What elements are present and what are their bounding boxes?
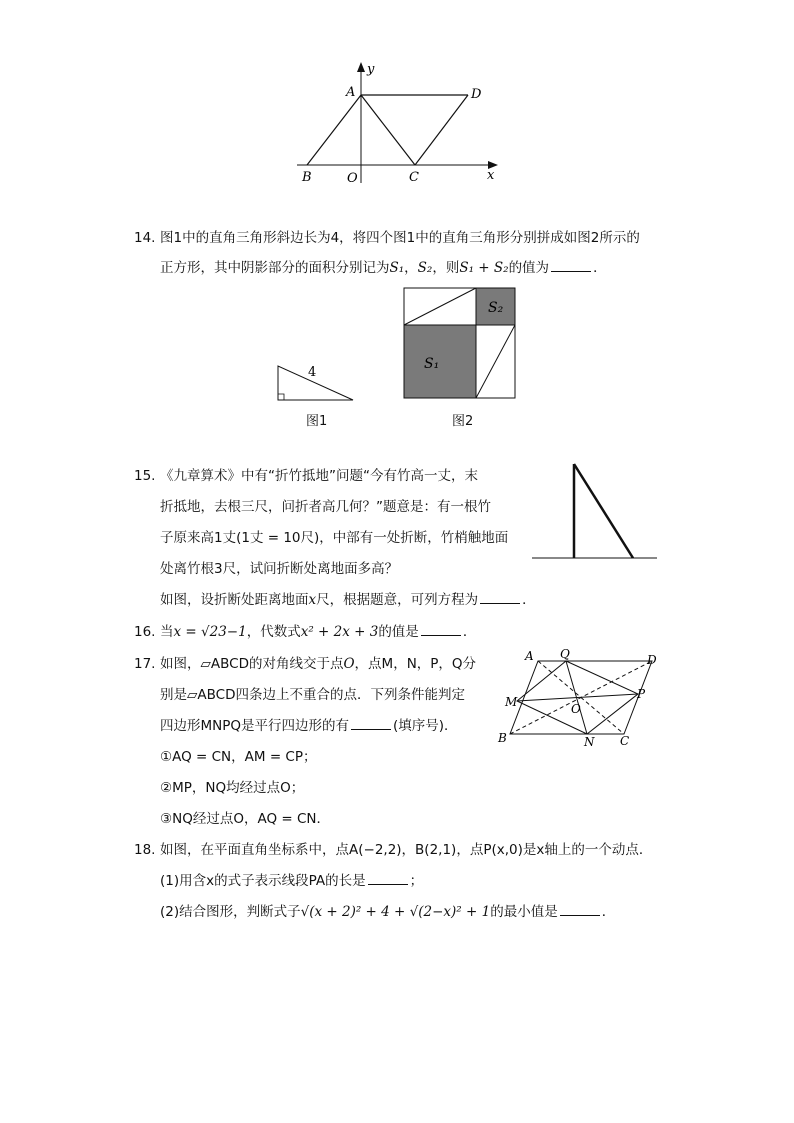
q14-fig1: [270, 358, 360, 408]
q14-s2: S₂: [417, 260, 433, 276]
q18-line2-a: (1)用含x的式子表示线段PA的长是: [160, 873, 366, 889]
label-C: C: [409, 170, 419, 185]
q16-text-b: ，代数式: [246, 624, 301, 640]
label-C: C: [620, 734, 630, 748]
label-x: x: [487, 168, 495, 183]
label-A: A: [346, 85, 356, 100]
q17-line1-a: 如图，▱ABCD的对角线交于点: [160, 656, 344, 672]
q16-text-c: 的值是: [378, 624, 419, 640]
q17-line3-a: 四边形MNPQ是平行四边形的有: [160, 718, 350, 734]
diagonal-right: [476, 325, 515, 398]
q14-line2-b: ，则: [432, 260, 460, 276]
label-B: B: [302, 170, 312, 185]
fig2-s2-label: S₂: [488, 300, 504, 316]
q17-number: 17.: [134, 656, 156, 672]
q17-answer-blank[interactable]: [351, 717, 391, 730]
q17-cond2: ②MP，NQ均经过点O；: [160, 780, 305, 796]
q15-var: x: [308, 592, 317, 608]
q14-answer-blank[interactable]: [551, 259, 591, 272]
q15-line5: 如图，设折断处距离地面x尺，根据题意，可列方程为 ．: [160, 592, 536, 608]
q16-line: 当x = √23−1，代数式x² + 2x + 3的值是 ．: [160, 624, 477, 640]
q16-number: 16.: [134, 624, 156, 640]
label-A: A: [525, 649, 534, 663]
q17-line2: 别是▱ABCD四条边上不重合的点．下列条件能判定: [160, 687, 465, 703]
q14-number: 14.: [134, 230, 156, 246]
label-B: B: [498, 731, 507, 745]
q18-line3: (2)结合图形，判断式子√(x + 2)² + 4 + √(2−x)² + 1的最小值是 ．: [160, 904, 616, 920]
right-angle-mark: [278, 394, 284, 400]
q18-answer-blank-1[interactable]: [368, 872, 408, 885]
y-axis-arrow: [357, 62, 365, 72]
q18-line3-b: 的最小值是: [490, 904, 558, 920]
label-O: O: [347, 171, 358, 186]
q14-fig2: [400, 286, 520, 402]
q14-line2-c: 的值为: [508, 260, 550, 276]
q16-answer-blank[interactable]: [421, 623, 461, 636]
label-y: y: [367, 62, 375, 77]
q16-expr1: x = √23−1: [173, 624, 247, 640]
q17-line3: [160, 716, 458, 736]
broken-top: [574, 464, 633, 558]
q18-answer-blank-2[interactable]: [560, 903, 600, 916]
q15-line1: 《九章算术》中有“折竹抵地”问题“今有竹高一丈，末: [160, 468, 478, 484]
segment-CD: [415, 95, 468, 165]
q15-bamboo-figure: [530, 458, 660, 562]
q16-expr2: x² + 2x + 3: [300, 624, 379, 640]
q14-line2-a: 正方形，其中阴影部分的面积分别记为: [160, 260, 390, 276]
q18-expression: √(x + 2)² + 4 + √(2−x)² + 1: [300, 904, 491, 920]
q14-s1: S₁: [389, 260, 405, 276]
q18-line2: [160, 871, 423, 891]
q17-parallelogram-figure: [492, 646, 664, 750]
q14-line1: 图1中的直角三角形斜边长为4，将四个图1中的直角三角形分别拼成如图2所示的: [160, 230, 640, 246]
label-P: P: [637, 687, 646, 701]
segment-AC: [361, 95, 415, 165]
q17-line1-b: ，点M，N，P，Q分: [354, 656, 477, 672]
fig1-side-label: 4: [308, 365, 317, 380]
label-D: D: [471, 87, 482, 102]
diagonal-top: [404, 288, 476, 325]
q15-number: 15.: [134, 468, 156, 484]
fig2-s1-label: S₁: [424, 356, 440, 372]
q13-figure: [280, 60, 510, 190]
q16-text-a: 当: [160, 624, 174, 640]
q14-fig1-caption: 图1: [306, 414, 328, 429]
q17-line3-b: (填序号)．: [393, 718, 458, 734]
q17-point-o: O: [343, 656, 355, 672]
q18-number: 18.: [134, 842, 156, 858]
label-M: M: [505, 695, 518, 709]
q14-sum: S₁ + S₂: [459, 260, 509, 276]
q18-line2-b: ；: [409, 873, 424, 889]
label-O: O: [571, 702, 581, 716]
q15-line5-b: 尺，根据题意，可列方程为: [316, 592, 479, 608]
segment-AB: [307, 95, 361, 165]
label-D: D: [647, 653, 657, 667]
q15-line3: 子原来高1丈(1丈 = 10尺)，中部有一处折断，竹梢触地面: [160, 530, 509, 546]
q15-line2: 折抵地，去根三尺，问折者高几何？”题意是：有一根竹: [160, 499, 491, 515]
q15-answer-blank[interactable]: [480, 591, 520, 604]
q14-line2: 正方形，其中阴影部分的面积分别记为S₁，S₂，则S₁ + S₂的值为 ．: [160, 260, 607, 276]
s1-shaded-square: [404, 325, 476, 398]
q18-line3-a: (2)结合图形，判断式子: [160, 904, 301, 920]
q17-line1: [160, 654, 476, 674]
q18-line1: 如图，在平面直角坐标系中，点A(−2,2)，B(2,1)，点P(x,0)是x轴上的一个动点．: [160, 842, 653, 858]
q17-cond1: ①AQ = CN，AM = CP；: [160, 749, 317, 765]
label-Q: Q: [560, 647, 570, 661]
label-N: N: [584, 735, 595, 749]
q17-cond3: ③NQ经过点O，AQ = CN．: [160, 811, 330, 827]
q15-line5-a: 如图，设折断处距离地面: [160, 592, 309, 608]
q14-fig2-caption: 图2: [452, 414, 474, 429]
q15-line4: 处离竹根3尺，试问折断处离地面多高？: [160, 561, 399, 577]
